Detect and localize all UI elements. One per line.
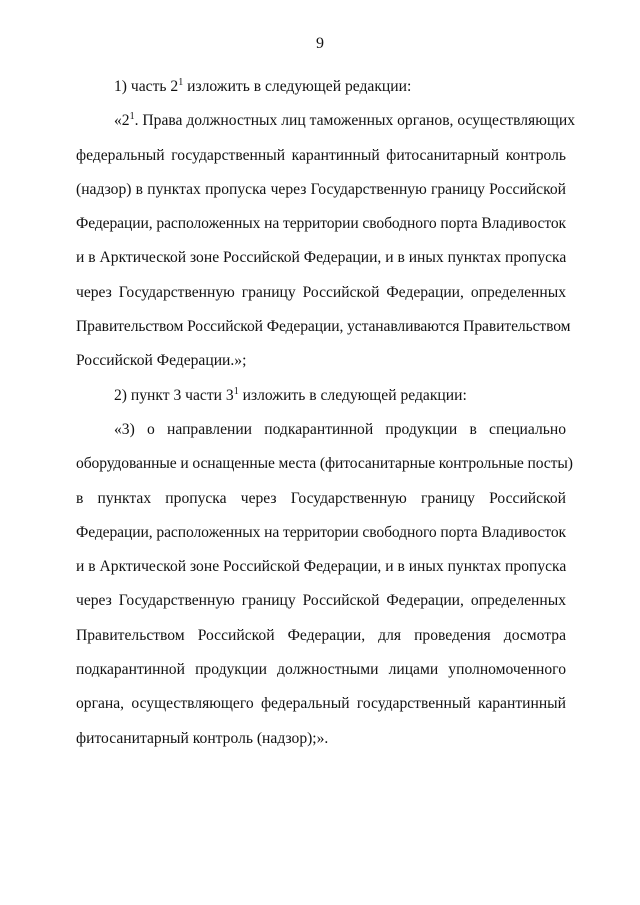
item-2-quote-line-1: «3) о направлении подкарантинной продукции в специально (114, 420, 566, 438)
item-2-quote-last-line: фитосанитарный контроль (надзор);». (76, 729, 329, 747)
item-1-quote-line-1 (76, 104, 576, 138)
item-2-intro (76, 379, 566, 413)
item-2-quote-line: оборудованные и оснащенные места (фитосанитарные контрольные посты) (76, 455, 573, 473)
document-body (76, 70, 576, 756)
quote-line-1-rest: . Права должностных лиц таможенных органов, осуществляющих (134, 112, 576, 130)
item-1-quote-line: и в Арктической зоне Российской Федерации, и в иных пунктах пропуска (76, 249, 567, 267)
item-2-quote-line: в пунктах пропуска через Государственную границу Российской (76, 489, 566, 507)
page-number: 9 (316, 35, 324, 52)
item-1-intro-text: 1) часть 2 (114, 78, 179, 95)
item-2-quote-line: подкарантинной продукции должностными лицами уполномоченного (76, 661, 566, 679)
item-2-quote-line: Правительством Российской Федерации, для проведения досмотра (76, 626, 566, 644)
item-2-quote-line: органа, осуществляющего федеральный государственный карантинный (76, 695, 566, 713)
item-2-quote-line: и в Арктической зоне Российской Федерации, и в иных пунктах пропуска (76, 558, 567, 576)
item-1-quote-line: Правительством Российской Федерации, устанавливаются Правительством (76, 318, 571, 336)
item-2-intro-tail: изложить в следующей редакции: (238, 386, 467, 404)
item-1-quote-line: через Государственную границу Российской Федерации, определенных (76, 283, 566, 301)
item-1-quote-line: федеральный государственный карантинный фитосанитарный контроль (76, 146, 566, 164)
item-1-quote-line: (надзор) в пунктах пропуска через Государственную границу Российской (76, 180, 566, 198)
superscript: 1 (233, 385, 239, 397)
item-1-quote-line: Федерации, расположенных на территории свободного порта Владивосток (76, 215, 566, 233)
item-2-intro-text: 2) пункт 3 части 3 (114, 386, 234, 404)
item-1-quote-last-line: Российской Федерации.»; (76, 352, 247, 370)
item-2-quote-line: через Государственную границу Российской Федерации, определенных (76, 592, 566, 610)
item-1-intro-tail: изложить в следующей редакции: (183, 78, 412, 95)
item-1-intro (76, 70, 566, 104)
superscript: 1 (178, 77, 184, 88)
superscript: 1 (129, 111, 135, 123)
quote-open: «2 (114, 112, 130, 130)
item-2-quote-line: Федерации, расположенных на территории свободного порта Владивосток (76, 523, 566, 541)
